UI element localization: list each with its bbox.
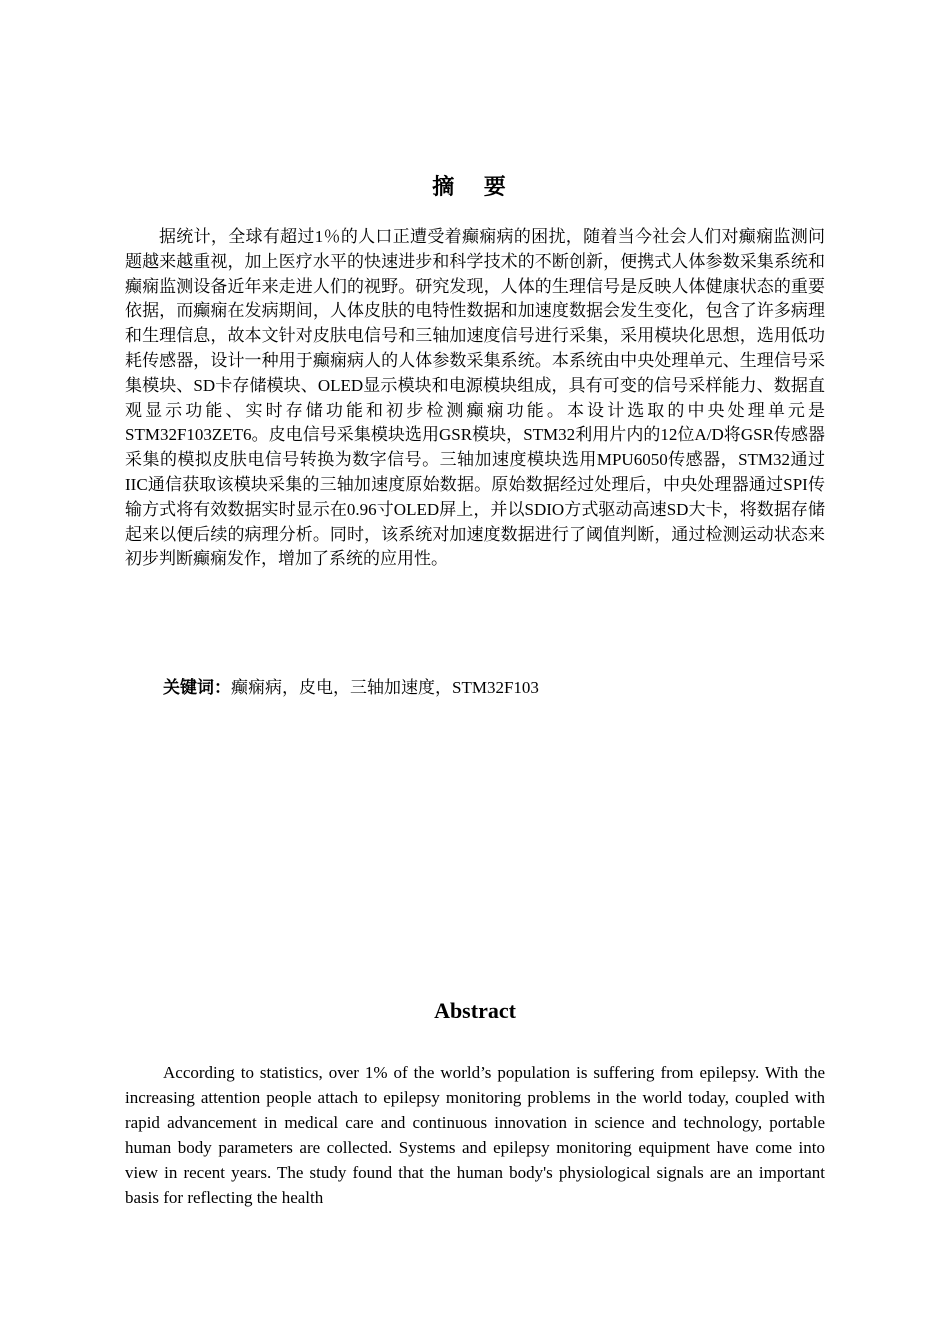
chinese-abstract-body: 据统计，全球有超过1％的人口正遭受着癫痫病的困扰，随着当今社会人们对癫痫监测问题越来越重视，加上医疗水平的快速进步和科学技术的不断创新，便携式人体参数采集系统和癫痫监测设备近年来走进人们的视野。研究发现，人体的生理信号是反映人体健康状态的重要依据，而癫痫在发病期间，人体皮肤的电特性数据和加速度数据会发生变化，包含了许多病理和生理信息，故本文针对皮肤电信号和三轴加速度信号进行采集，采用模块化思想，选用低功耗传感器，设计一种用于癫痫病人的人体参数采集系统。本系统由中央处理单元、生理信号采集模块、SD卡存储模块、OLED显示模块和电源模块组成，具有可变的信号采样能力、数据直观显示功能、实时存储功能和初步检测癫痫功能。本设计选取的中央处理单元是STM32F103ZET6。皮电信号采集模块选用GSR模块，STM32利用片内的12位A/D将GSR传感器采集的模拟皮肤电信号转换为数字信号。三轴加速度模块选用MPU6050传感器，STM32通过IIC通信获取该模块采集的三轴加速度原始数据。原始数据经过处理后，中央处理器通过SPI传输方式将有效数据实时显示在0.96寸OLED屏上，并以SDIO方式驱动高速SD大卡，将数据存储起来以便后续的病理分析。同时，该系统对加速度数据进行了阈值判断，通过检测运动状态来初步判断癫痫发作，增加了系统的应用性。 [125,227,825,569]
keywords-text: 癫痫病，皮电，三轴加速度，STM32F103 [231,678,539,697]
english-abstract-body: According to statistics, over 1% of the world’s population is suffering from epilepsy. With the increasing attention people attach to epilepsy monitoring problems in the world today, coupled with rapid advancement in medical care and continuous innovation in science and technology, portable human body parameters are collected. Systems and epilepsy monitoring equipment have come into view in recent years. The study found that the human body's physiological signals are an important basis for reflecting the health [125,1063,825,1207]
chinese-abstract-title: 摘 要 [432,174,518,199]
keywords-label: 关键词： [163,678,231,697]
english-abstract-title: Abstract [434,998,516,1023]
keywords-line [163,676,825,700]
